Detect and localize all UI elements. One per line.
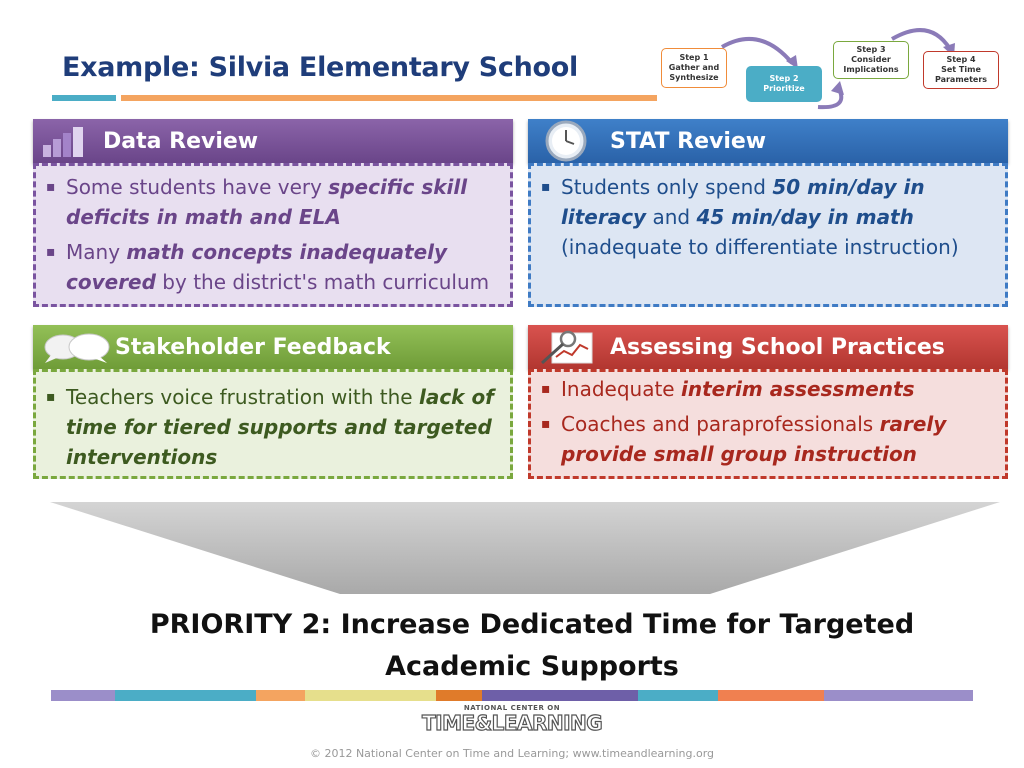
bottom-color-bar <box>51 690 973 701</box>
magnifier-chart-icon <box>538 327 598 367</box>
copyright-text: © 2012 National Center on Time and Learning; www.timeandlearning.org <box>309 747 715 760</box>
title-accent-blue <box>52 95 116 101</box>
bar-segment <box>436 690 482 701</box>
bar-segment <box>638 690 718 701</box>
step-1-box <box>661 48 727 88</box>
bar-segment <box>305 690 436 701</box>
list-item: ▪ Many math concepts inadequately covered by the district's math curriculum <box>44 237 500 297</box>
stakeholder-feedback-title: Stakeholder Feedback <box>115 334 391 360</box>
step-3-label: Step 3 Consider Implications <box>843 45 899 74</box>
step-4-label: Step 4 Set Time Parameters <box>934 55 988 84</box>
stakeholder-feedback-header <box>33 325 513 369</box>
logo-top-text: NATIONAL CENTER ON <box>463 704 561 712</box>
bar-segment <box>51 690 115 701</box>
data-review-header <box>33 119 513 163</box>
priority-statement <box>100 604 964 688</box>
assessing-school-practices-body <box>528 369 1008 479</box>
stat-review-title: STAT Review <box>610 128 767 154</box>
list-item: ▪ Students only spend 50 min/day in literacy and 45 min/day in math (inadequate to differentiate instruction) <box>539 172 995 262</box>
speech-bubbles-icon <box>41 331 113 365</box>
list-item: ▪ Coaches and paraprofessionals rarely provide small group instruction <box>539 409 995 469</box>
bar-segment <box>256 690 305 701</box>
step-2-box <box>746 66 822 102</box>
bar-segment <box>718 690 824 701</box>
step-2-label: Step 2 Prioritize <box>763 74 805 93</box>
stat-review-body <box>528 163 1008 307</box>
bar-chart-icon <box>41 123 89 159</box>
list-item: ▪ Inadequate interim assessments <box>539 374 995 404</box>
logo-main-text: TIME&LEARNING <box>422 711 603 735</box>
stakeholder-feedback-body <box>33 369 513 479</box>
step-3-box <box>833 41 909 79</box>
list-item: ▪ Teachers voice frustration with the lack of time for tiered supports and targeted interventions <box>44 382 500 472</box>
data-review-title: Data Review <box>103 128 259 154</box>
assessing-school-practices-title: Assessing School Practices <box>610 334 945 360</box>
title-accent-orange <box>121 95 657 101</box>
priority-line-1: PRIORITY 2: Increase Dedicated Time for Targeted <box>149 609 915 640</box>
priority-line-2: Academic Supports <box>385 651 679 682</box>
bar-segment <box>482 690 638 701</box>
funnel-arrow <box>50 502 1000 598</box>
clock-icon <box>544 120 588 162</box>
step-1-label: Step 1 Gather and Synthesize <box>668 53 720 82</box>
stat-review-header <box>528 119 1008 163</box>
step-4-box <box>923 51 999 89</box>
list-item: ▪ Some students have very specific skill deficits in math and ELA <box>44 172 500 232</box>
page-title: Example: Silvia Elementary School <box>62 52 578 83</box>
ncfl-logo <box>422 704 602 742</box>
bar-segment <box>115 690 256 701</box>
assessing-school-practices-header <box>528 325 1008 369</box>
bar-segment <box>824 690 973 701</box>
data-review-body <box>33 163 513 307</box>
